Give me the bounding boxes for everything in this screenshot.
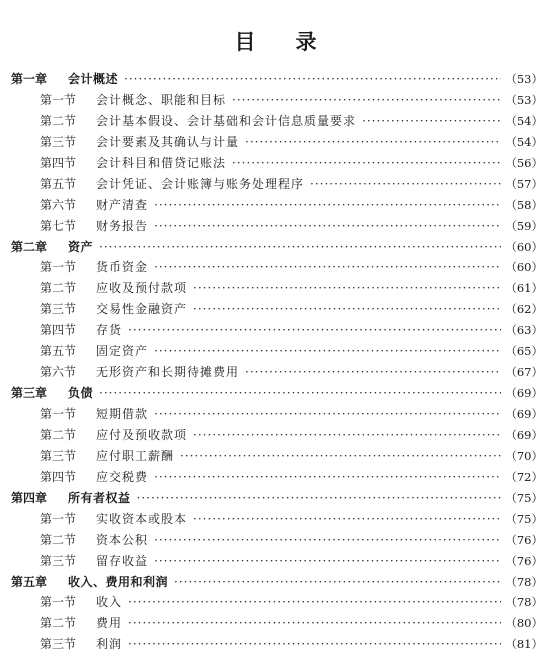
dot-leader	[99, 386, 501, 400]
toc-section-row[interactable]	[0, 196, 551, 217]
chapter-number: 第二章	[11, 239, 48, 254]
dot-leader	[154, 344, 501, 358]
dot-leader	[362, 114, 501, 128]
toc-chapter-row[interactable]	[0, 70, 551, 91]
dot-leader	[245, 135, 501, 149]
section-number: 第一节	[40, 511, 77, 526]
dot-leader	[154, 533, 501, 547]
dot-leader	[154, 198, 501, 212]
section-number: 第七节	[40, 218, 77, 233]
page-number: （53）	[505, 72, 543, 86]
toc-section-row[interactable]	[0, 258, 551, 279]
chapter-title: 负债	[68, 386, 94, 401]
toc-section-row[interactable]	[0, 321, 551, 342]
toc-section-row[interactable]	[0, 279, 551, 300]
section-number: 第六节	[40, 365, 77, 380]
section-number: 第四节	[40, 469, 77, 484]
page-number: （76）	[505, 532, 543, 547]
dot-leader	[99, 240, 501, 254]
toc-section-row[interactable]	[0, 447, 551, 468]
section-number: 第一节	[40, 407, 77, 421]
page-number: （61）	[505, 281, 543, 296]
page-number: （70）	[505, 448, 543, 463]
page-number: （75）	[505, 511, 543, 526]
page-title: 目录	[234, 30, 357, 55]
section-number: 第一节	[40, 260, 77, 275]
section-title: 存货	[96, 323, 123, 338]
section-title: 利润	[96, 637, 123, 652]
section-title: 应收及预付款项	[96, 281, 188, 296]
dot-leader	[193, 302, 501, 316]
section-number: 第三节	[40, 302, 77, 317]
dot-leader	[154, 219, 501, 233]
toc-section-row[interactable]	[0, 552, 551, 573]
page-number: （75）	[505, 490, 543, 505]
dot-leader	[310, 177, 501, 191]
toc-chapter-row[interactable]	[0, 384, 551, 405]
section-title: 会计基本假设、会计基础和会计信息质量要求	[96, 113, 357, 128]
dot-leader	[154, 470, 501, 484]
toc-section-row[interactable]	[0, 112, 551, 133]
chapter-title: 会计概述	[68, 72, 119, 86]
dot-leader	[193, 512, 501, 526]
section-number: 第六节	[40, 197, 77, 212]
page-number: （59）	[505, 218, 543, 233]
page-number: （63）	[505, 323, 543, 338]
page-number: （78）	[505, 595, 543, 610]
page-number: （58）	[505, 197, 543, 212]
dot-leader	[128, 595, 501, 609]
page-number: （60）	[505, 239, 543, 254]
section-title: 短期借款	[96, 407, 149, 421]
section-title: 实收资本或股本	[96, 511, 188, 526]
toc-section-row[interactable]	[0, 593, 551, 614]
toc-section-row[interactable]	[0, 363, 551, 384]
page-number: （57）	[505, 176, 543, 191]
dot-leader	[137, 491, 501, 505]
section-number: 第二节	[40, 281, 77, 296]
table-of-contents	[0, 70, 551, 656]
page-number: （78）	[505, 574, 543, 589]
section-title: 资本公积	[96, 532, 149, 547]
section-title: 财务报告	[96, 218, 149, 233]
section-number: 第一节	[40, 92, 77, 107]
toc-section-row[interactable]	[0, 300, 551, 321]
section-number: 第四节	[40, 155, 77, 170]
dot-leader	[154, 554, 501, 568]
page-number: （69）	[505, 386, 543, 401]
section-number: 第二节	[40, 427, 77, 442]
toc-chapter-row[interactable]	[0, 573, 551, 594]
chapter-number: 第五章	[11, 574, 48, 589]
dot-leader	[193, 281, 501, 295]
dot-leader	[128, 616, 501, 630]
section-title: 留存收益	[96, 553, 149, 568]
page-number: （67）	[505, 365, 543, 380]
dot-leader	[232, 156, 501, 170]
page-number: （69）	[505, 427, 543, 442]
section-number: 第三节	[40, 553, 77, 568]
section-title: 交易性金融资产	[96, 302, 188, 317]
section-title: 会计科目和借贷记账法	[96, 155, 227, 170]
page-number: （56）	[505, 155, 543, 170]
section-title: 固定资产	[96, 344, 149, 359]
page-number: （60）	[505, 260, 543, 275]
toc-section-row[interactable]	[0, 510, 551, 531]
dot-leader	[154, 407, 501, 421]
dot-leader	[232, 93, 501, 107]
toc-section-row[interactable]	[0, 468, 551, 489]
dot-leader	[128, 637, 501, 651]
toc-section-row[interactable]	[0, 217, 551, 238]
section-title: 无形资产和长期待摊费用	[96, 365, 240, 380]
page-number: （80）	[505, 616, 543, 631]
toc-section-row[interactable]	[0, 405, 551, 426]
dot-leader	[124, 72, 501, 86]
section-title: 会计要素及其确认与计量	[96, 134, 240, 149]
toc-section-row[interactable]	[0, 531, 551, 552]
toc-section-row[interactable]	[0, 175, 551, 196]
chapter-title: 资产	[68, 239, 94, 254]
section-number: 第二节	[40, 113, 77, 128]
toc-chapter-row[interactable]	[0, 489, 551, 510]
section-title: 会计凭证、会计账簿与账务处理程序	[96, 176, 305, 191]
chapter-number: 第三章	[11, 386, 48, 401]
section-title: 会计概念、职能和目标	[96, 92, 227, 107]
section-number: 第五节	[40, 344, 77, 359]
section-number: 第四节	[40, 323, 77, 338]
section-title: 应交税费	[96, 469, 149, 484]
chapter-number: 第一章	[11, 72, 48, 86]
toc-section-row[interactable]	[0, 154, 551, 175]
section-number: 第二节	[40, 616, 77, 631]
chapter-title: 收入、费用和利润	[68, 574, 169, 589]
page-number: （62）	[505, 302, 543, 317]
page-number: （54）	[505, 134, 543, 149]
dot-leader	[174, 575, 501, 589]
toc-section-row[interactable]	[0, 635, 551, 656]
page-number: （53）	[505, 92, 543, 107]
toc-section-row[interactable]	[0, 426, 551, 447]
section-title: 应付职工薪酬	[96, 448, 175, 463]
section-number: 第二节	[40, 532, 77, 547]
page-number: （69）	[505, 407, 543, 421]
section-title: 收入	[96, 595, 123, 610]
toc-section-row[interactable]	[0, 91, 551, 112]
dot-leader	[180, 449, 501, 463]
page-number: （72）	[505, 469, 543, 484]
page-number: （81）	[505, 637, 543, 652]
toc-section-row[interactable]	[0, 614, 551, 635]
section-title: 财产清查	[96, 197, 149, 212]
section-number: 第三节	[40, 134, 77, 149]
page-number: （54）	[505, 113, 543, 128]
section-number: 第一节	[40, 595, 77, 610]
section-number: 第三节	[40, 448, 77, 463]
toc-section-row[interactable]	[0, 133, 551, 154]
section-title: 货币资金	[96, 260, 149, 275]
section-title: 应付及预收款项	[96, 427, 188, 442]
section-number: 第三节	[40, 637, 77, 652]
chapter-title: 所有者权益	[68, 490, 131, 505]
toc-chapter-row[interactable]	[0, 238, 551, 259]
dot-leader	[154, 260, 501, 274]
dot-leader	[193, 428, 501, 442]
page-number: （76）	[505, 553, 543, 568]
chapter-number: 第四章	[11, 490, 48, 505]
section-title: 费用	[96, 616, 123, 631]
section-number: 第五节	[40, 176, 77, 191]
dot-leader	[128, 323, 501, 337]
toc-section-row[interactable]	[0, 342, 551, 363]
page-number: （65）	[505, 344, 543, 359]
dot-leader	[245, 365, 501, 379]
